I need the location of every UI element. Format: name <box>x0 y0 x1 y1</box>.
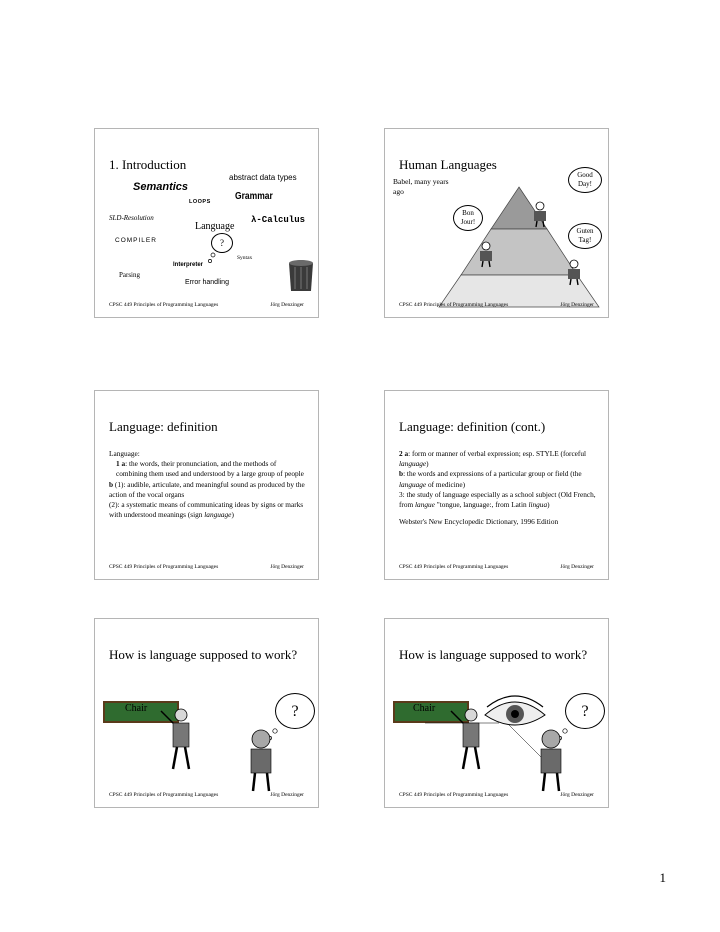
definition-line: 1 a: the words, their pronunciation, and the methods of combining them used and understood by a large group of people <box>116 459 304 479</box>
footer-course: CPSC 449 Principles of Programming Languages <box>399 564 509 570</box>
page-number: 1 <box>659 870 666 885</box>
question-mark: ? <box>220 237 224 248</box>
word-semantics: Semantics <box>133 181 189 193</box>
slide-how-language-works <box>94 618 319 808</box>
definition-line: Language: <box>109 449 140 458</box>
babel-caption: Babel, many years ago <box>393 177 449 196</box>
dictionary-source: Webster's New Encyclopedic Dictionary, 1996 Edition <box>399 517 559 527</box>
thought-bubble <box>565 693 605 729</box>
teacher-pointing-icon <box>159 703 199 773</box>
word-error-handling: Error handling <box>185 279 229 286</box>
footer-course: CPSC 449 Principles of Programming Languages <box>399 302 509 308</box>
person-icon <box>477 241 495 267</box>
thinking-student-icon <box>531 727 571 793</box>
footer-author: Jörg Denzinger <box>560 792 594 798</box>
slide-language-definition <box>94 390 319 580</box>
slide-introduction <box>94 128 319 318</box>
chalkboard-label: Chair <box>413 703 436 714</box>
thought-bubble-trail <box>207 253 227 273</box>
footer-author: Jörg Denzinger <box>270 302 304 308</box>
slide-title: How is language supposed to work? <box>399 647 588 662</box>
definition-line: 3: the study of language especially as a school subject (Old French, from langue "tongue, language:, from Latin lingua) <box>399 489 596 510</box>
slide-title: How is language supposed to work? <box>109 647 298 662</box>
teacher-pointing-icon <box>449 703 489 773</box>
word-parsing: Parsing <box>119 271 140 279</box>
definition-text <box>109 449 309 520</box>
question-mark: ? <box>291 702 299 720</box>
word-compiler: COMPILER <box>115 237 157 244</box>
word-abstract-data-types: abstract data types <box>229 173 297 182</box>
chalkboard-label: Chair <box>125 703 148 714</box>
tower-of-babel-pyramid <box>385 129 609 318</box>
definition-line: (2): a systematic means of communicating ideas by signs or marks with understood meanings (sign language) <box>109 500 304 520</box>
word-interpreter: Interpreter <box>173 262 204 268</box>
footer-course: CPSC 449 Principles of Programming Languages <box>109 564 219 570</box>
person-icon <box>565 259 583 285</box>
word-grammar: Grammar <box>235 191 273 202</box>
footer-author: Jörg Denzinger <box>560 564 594 570</box>
question-mark: ? <box>581 702 589 720</box>
footer-author: Jörg Denzinger <box>270 792 304 798</box>
footer-course: CPSC 449 Principles of Programming Languages <box>399 792 509 798</box>
definition-line: b (1): audible, articulate, and meaningful sound as produced by the action of the vocal organs <box>109 479 305 499</box>
slide-human-languages <box>384 128 609 318</box>
word-loops: LOOPS <box>189 199 211 205</box>
definition-text <box>399 449 599 527</box>
thinking-student-icon <box>241 727 281 793</box>
footer-author: Jörg Denzinger <box>270 564 304 570</box>
footer-author: Jörg Denzinger <box>560 302 594 308</box>
slide-title: 1. Introduction <box>109 157 187 172</box>
person-icon <box>531 201 549 227</box>
word-language: Language <box>195 221 235 232</box>
speech-bubble-guten-tag: Guten Tag! <box>568 223 602 249</box>
slide-title: Human Languages <box>399 157 497 172</box>
thought-bubble <box>275 693 315 729</box>
word-lambda-calculus: λ-Calculus <box>251 215 306 225</box>
footer-course: CPSC 449 Principles of Programming Languages <box>109 792 219 798</box>
speech-bubble-bon-jour: Bon Jour! <box>453 205 483 231</box>
footer-course: CPSC 449 Principles of Programming Languages <box>109 302 219 308</box>
speech-bubble-good-day: Good Day! <box>568 167 602 193</box>
thought-bubble <box>211 233 233 253</box>
word-sld-resolution: SLD-Resolution <box>109 214 154 222</box>
definition-line: b: the words and expressions of a particular group or field (the language of medicine) <box>399 469 582 489</box>
word-syntax: Syntax <box>237 255 253 261</box>
definition-line: 2 a: form or manner of verbal expression; esp. STYLE (forceful language) <box>399 449 587 469</box>
slide-language-definition-cont <box>384 390 609 580</box>
slide-title: Language: definition <box>109 419 218 434</box>
slide-title: Language: definition (cont.) <box>399 419 546 434</box>
slide-how-language-works-eye <box>384 618 609 808</box>
trash-can-icon <box>285 259 317 293</box>
